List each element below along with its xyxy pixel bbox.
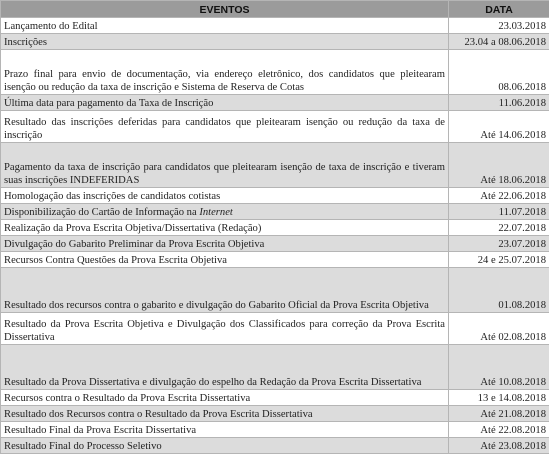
date-cell: Até 10.08.2018 (449, 345, 549, 390)
date-cell: Até 23.08.2018 (449, 438, 549, 454)
date-cell: Até 18.06.2018 (449, 143, 549, 188)
table-row (1, 188, 549, 204)
header-row (1, 1, 549, 18)
event-cell (1, 204, 449, 220)
event-cell: Última data para pagamento da Taxa de Inscrição (1, 95, 449, 111)
event-cell: Resultado da Prova Dissertativa e divulgação do espelho da Redação da Prova Escrita Dissertativa (1, 345, 449, 390)
event-cell: Pagamento da taxa de inscrição para candidatos que pleitearam isenção de taxa de inscrição e tiveram suas inscrições INDEFERIDAS (1, 143, 449, 188)
table-row (1, 50, 549, 95)
event-cell: Resultado Final do Processo Seletivo (1, 438, 449, 454)
event-cell: Resultado dos recursos contra o gabarito e divulgação do Gabarito Oficial da Prova Escrita Objetiva (1, 268, 449, 313)
table-row (1, 220, 549, 236)
date-cell: 23.07.2018 (449, 236, 549, 252)
event-cell: Inscrições (1, 34, 449, 50)
header-date: DATA (449, 1, 549, 18)
date-cell: 24 e 25.07.2018 (449, 252, 549, 268)
date-cell: 22.07.2018 (449, 220, 549, 236)
table-row (1, 18, 549, 34)
table-row (1, 111, 549, 143)
table-row (1, 345, 549, 390)
date-cell: Até 22.08.2018 (449, 422, 549, 438)
date-cell: Até 22.06.2018 (449, 188, 549, 204)
event-cell: Divulgação do Gabarito Preliminar da Prova Escrita Objetiva (1, 236, 449, 252)
event-cell: Homologação das inscrições de candidatos cotistas (1, 188, 449, 204)
date-cell: 13 e 14.08.2018 (449, 390, 549, 406)
event-cell: Lançamento do Edital (1, 18, 449, 34)
event-cell: Realização da Prova Escrita Objetiva/Dissertativa (Redação) (1, 220, 449, 236)
table-row (1, 313, 549, 345)
event-cell: Resultado das inscrições deferidas para candidatos que pleitearam isenção ou redução da taxa de inscrição (1, 111, 449, 143)
table-row (1, 268, 549, 313)
table-row (1, 236, 549, 252)
header-events: EVENTOS (1, 1, 449, 18)
date-cell: Até 14.06.2018 (449, 111, 549, 143)
event-cell: Resultado da Prova Escrita Objetiva e Divulgação dos Classificados para correção da Prova Escrita Dissertativa (1, 313, 449, 345)
table-row (1, 34, 549, 50)
table-row (1, 143, 549, 188)
date-cell: 23.03.2018 (449, 18, 549, 34)
date-cell: Até 21.08.2018 (449, 406, 549, 422)
table-row (1, 422, 549, 438)
event-text: Disponibilização do Cartão de Informação na (4, 207, 199, 218)
table-row (1, 406, 549, 422)
date-cell: 08.06.2018 (449, 50, 549, 95)
event-cell: Recursos Contra Questões da Prova Escrita Objetiva (1, 252, 449, 268)
event-cell: Resultado dos Recursos contra o Resultado da Prova Escrita Dissertativa (1, 406, 449, 422)
table-row (1, 390, 549, 406)
table-row (1, 204, 549, 220)
table-row (1, 95, 549, 111)
date-cell: 11.06.2018 (449, 95, 549, 111)
event-cell: Recursos contra o Resultado da Prova Escrita Dissertativa (1, 390, 449, 406)
date-cell: 01.08.2018 (449, 268, 549, 313)
table-row (1, 252, 549, 268)
event-italic-text: Internet (199, 207, 233, 218)
date-cell: 11.07.2018 (449, 204, 549, 220)
date-cell: 23.04 a 08.06.2018 (449, 34, 549, 50)
table-row (1, 438, 549, 454)
date-cell: Até 02.08.2018 (449, 313, 549, 345)
event-cell: Resultado Final da Prova Escrita Dissertativa (1, 422, 449, 438)
event-cell: Prazo final para envio de documentação, via endereço eletrônico, dos candidatos que pleitearam isenção ou redução da taxa de inscrição e Sistema de Reserva de Cotas (1, 50, 449, 95)
